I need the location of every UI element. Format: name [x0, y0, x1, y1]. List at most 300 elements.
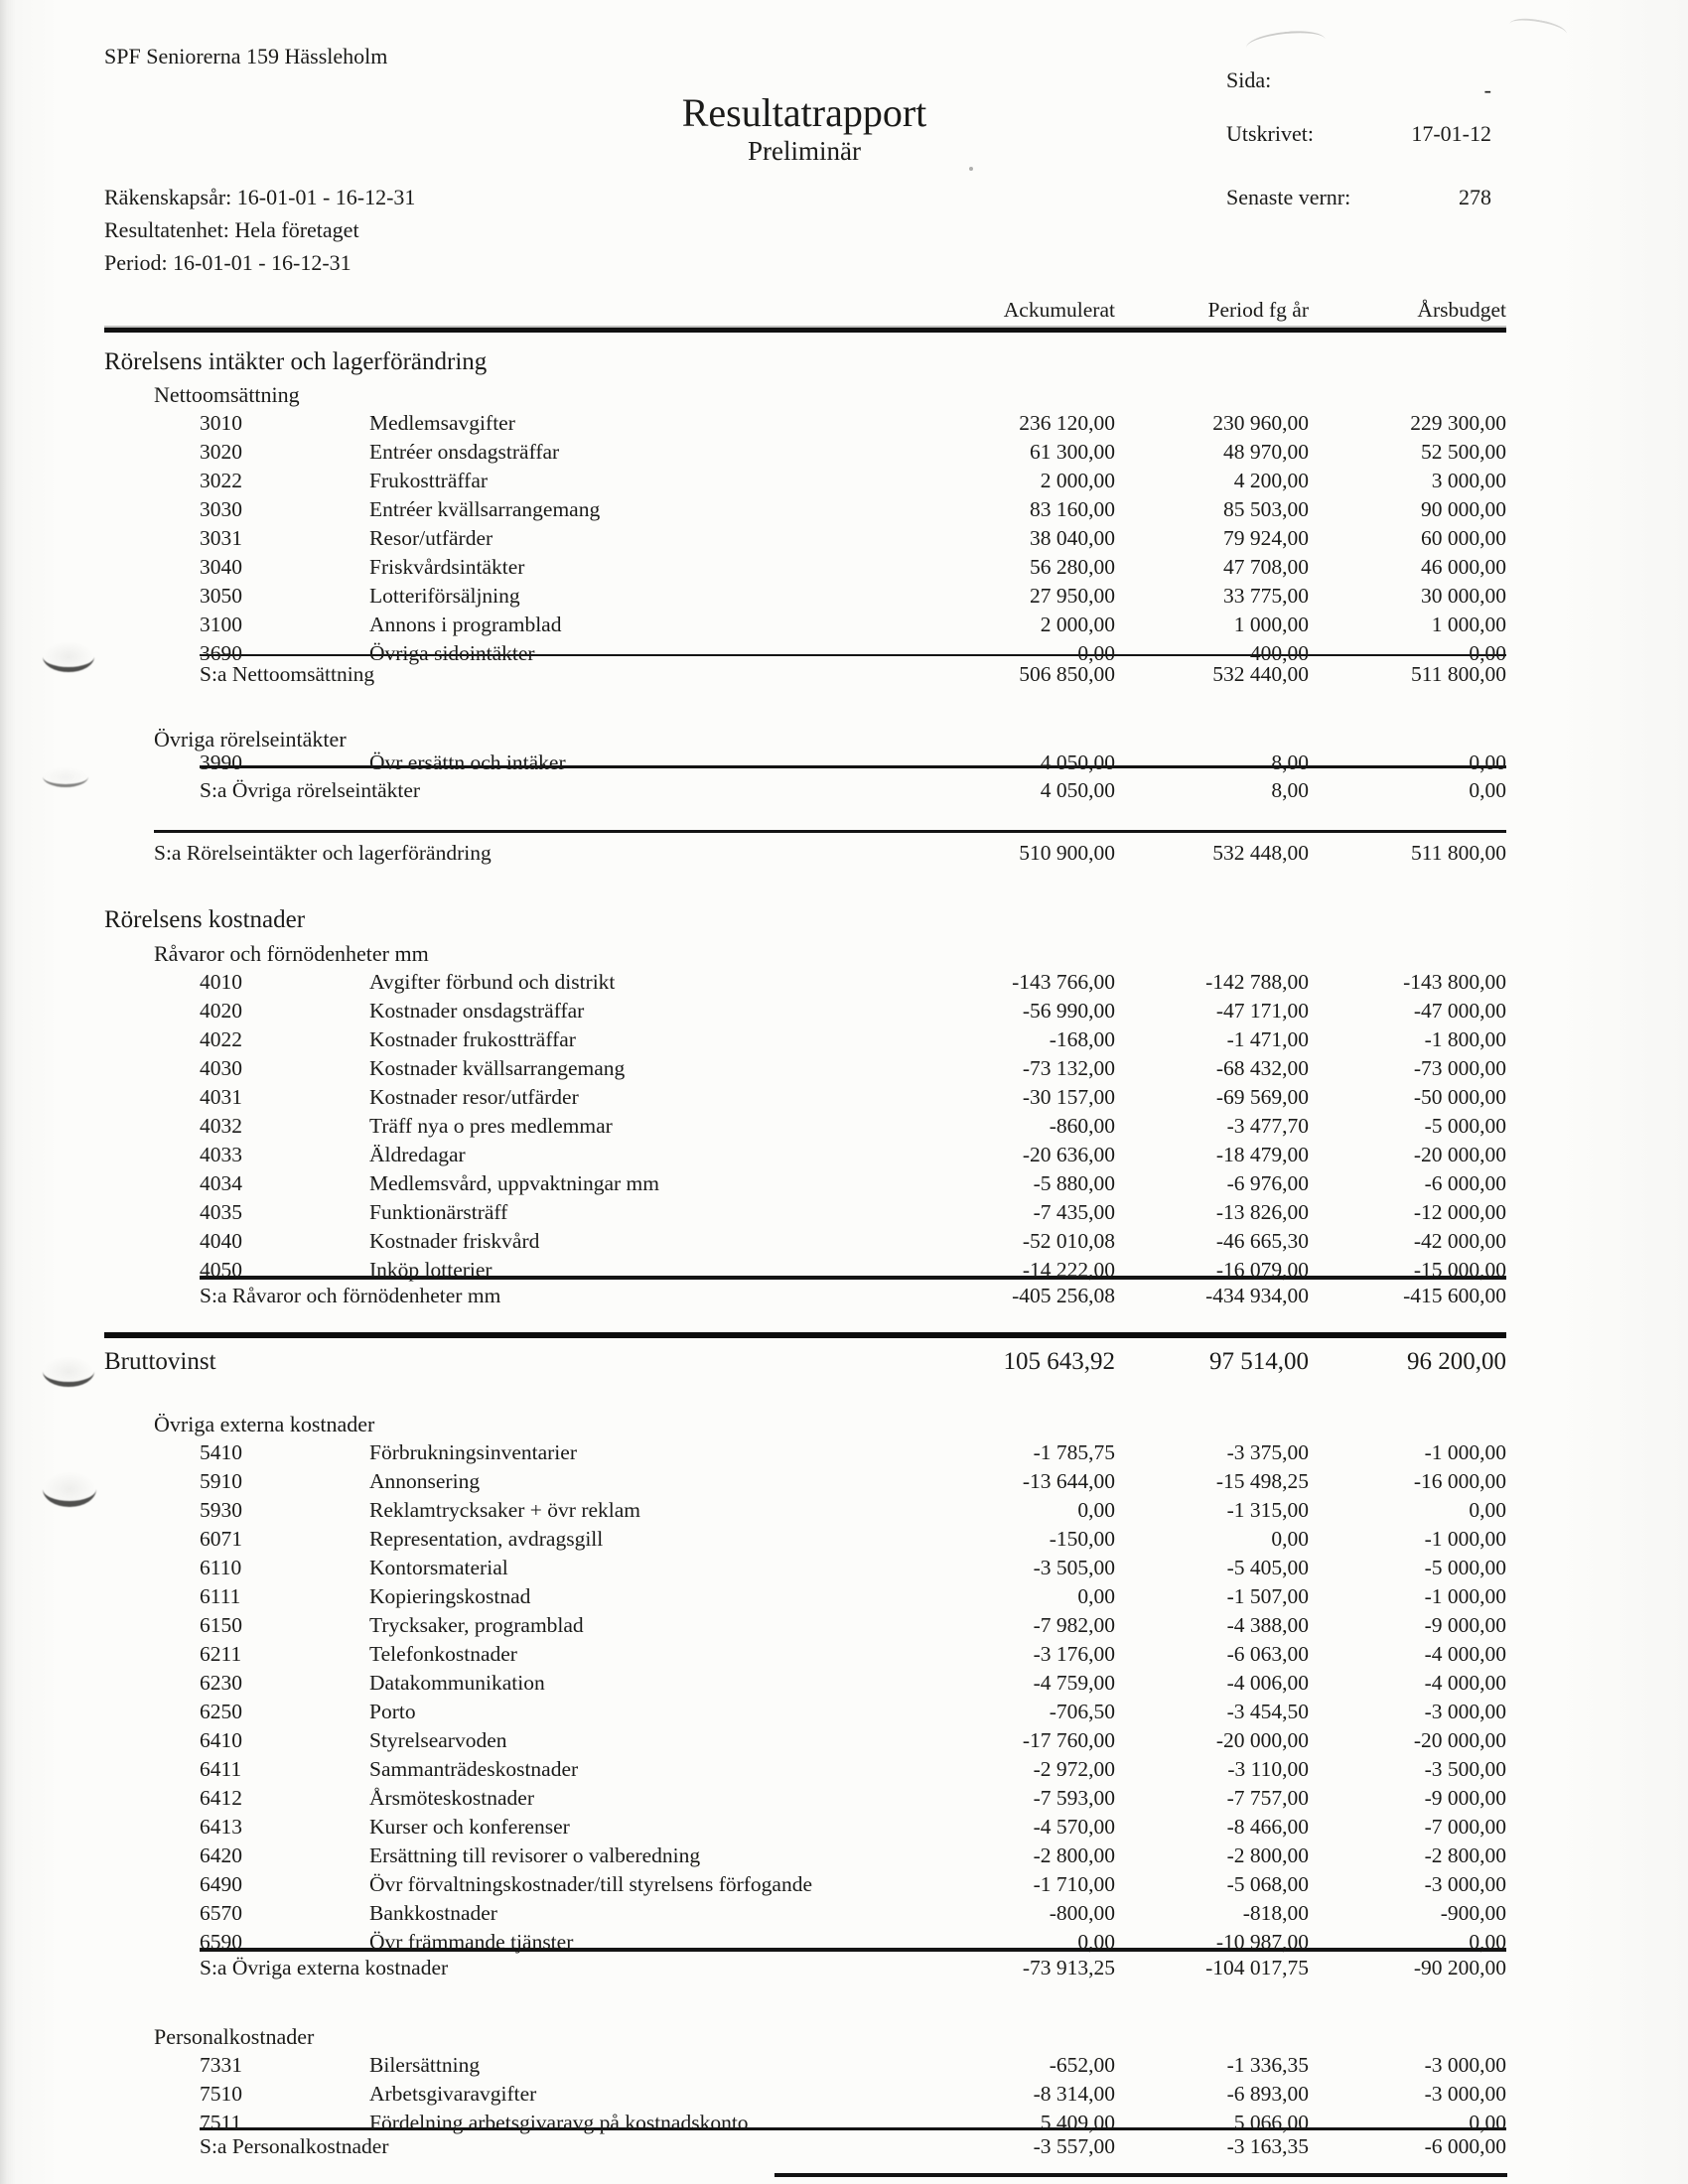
account-label: Övr förvaltningskostnader/till styrelsens förfogande [369, 1872, 813, 1896]
printed-date-value: 17-01-12 [1411, 121, 1491, 146]
account-code: 6111 [200, 1584, 241, 1608]
account-row [104, 1083, 1506, 1112]
scan-speck [969, 167, 973, 171]
pen-mark [1508, 15, 1568, 43]
value-arsbudget: 0,00 [1469, 2111, 1506, 2134]
value-ackumulerat: -143 766,00 [1012, 970, 1115, 994]
value-ackumulerat: -1 710,00 [1033, 1872, 1115, 1896]
account-label: Inköp lotterier [369, 1258, 492, 1282]
value-arsbudget: -90 200,00 [1413, 1956, 1506, 1979]
account-label: Kostnader resor/utfärder [369, 1085, 579, 1109]
subtotal-row [104, 1954, 1506, 1982]
value-period-fg-ar: -3 110,00 [1227, 1757, 1309, 1781]
value-period-fg-ar: 532 440,00 [1212, 662, 1309, 686]
account-code: 4020 [200, 999, 242, 1023]
value-period-fg-ar: -1 315,00 [1226, 1498, 1309, 1522]
account-label: Medlemsavgifter [369, 411, 515, 435]
value-ackumulerat: 38 040,00 [1030, 526, 1115, 550]
value-period-fg-ar: -47 171,00 [1215, 999, 1309, 1023]
account-row [104, 611, 1506, 639]
value-arsbudget: -3 000,00 [1424, 2082, 1506, 2106]
account-code: 3100 [200, 613, 242, 636]
value-arsbudget: -7 000,00 [1424, 1815, 1506, 1839]
value-arsbudget: -3 500,00 [1424, 1757, 1506, 1781]
account-row [104, 1784, 1506, 1813]
account-label: Frukostträffar [369, 469, 489, 492]
account-row [104, 1525, 1506, 1554]
page-number-label: Sida: [1226, 68, 1272, 92]
account-row [104, 1438, 1506, 1467]
value-ackumulerat: 0,00 [1077, 641, 1115, 665]
spacer [104, 1982, 1506, 2022]
account-label: Fördelning arbetsgivaravg på kostnadskonto [369, 2111, 749, 2134]
value-arsbudget: -3 000,00 [1424, 1872, 1506, 1896]
value-ackumulerat: -3 557,00 [1033, 2134, 1115, 2158]
account-row [104, 1467, 1506, 1496]
account-code: 4050 [200, 1258, 242, 1282]
account-label: Annonsering [369, 1469, 481, 1493]
value-ackumulerat: -56 990,00 [1022, 999, 1115, 1023]
value-ackumulerat: 5 409,00 [1040, 2111, 1115, 2134]
value-period-fg-ar: -434 934,00 [1205, 1284, 1309, 1307]
account-code: 4040 [200, 1229, 242, 1253]
value-period-fg-ar: -18 479,00 [1215, 1143, 1309, 1166]
last-voucher-value: 278 [1459, 185, 1491, 209]
page-number-value: - [1483, 77, 1491, 102]
value-ackumulerat: 105 643,92 [1003, 1348, 1115, 1375]
result-unit: Resultatenhet: Hela företaget [104, 217, 359, 242]
divider-rule [104, 1332, 1506, 1338]
subsection-heading [104, 939, 1506, 968]
value-period-fg-ar: 230 960,00 [1212, 411, 1309, 435]
value-period-fg-ar: 4 200,00 [1233, 469, 1309, 492]
value-ackumulerat: -14 222,00 [1022, 1258, 1115, 1282]
value-period-fg-ar: -15 498,25 [1215, 1469, 1309, 1493]
account-row [104, 997, 1506, 1025]
subtotal-row [104, 660, 1506, 689]
account-label: Entréer kvällsarrangemang [369, 497, 601, 521]
value-period-fg-ar: -104 017,75 [1205, 1956, 1309, 1979]
value-period-fg-ar: 79 924,00 [1223, 526, 1309, 550]
account-row [104, 1112, 1506, 1141]
value-period-fg-ar: -3 375,00 [1226, 1440, 1309, 1464]
value-period-fg-ar: -20 000,00 [1215, 1728, 1309, 1752]
subtotal-label: S:a Övriga externa kostnader [200, 1956, 449, 1979]
value-arsbudget: -900,00 [1440, 1901, 1506, 1925]
value-arsbudget: 511 800,00 [1411, 841, 1506, 865]
value-ackumulerat: -3 505,00 [1033, 1556, 1115, 1579]
account-code: 6230 [200, 1671, 242, 1695]
value-ackumulerat: -8 314,00 [1033, 2082, 1115, 2106]
fiscal-year: Räkenskapsår: 16-01-01 - 16-12-31 [104, 185, 416, 209]
account-code: 7510 [200, 2082, 242, 2106]
account-label: Styrelsearvoden [369, 1728, 507, 1752]
subsection-label: Övriga rörelseintäkter [154, 727, 347, 751]
value-ackumulerat: -73 913,25 [1022, 1956, 1115, 1979]
value-period-fg-ar: 47 708,00 [1223, 555, 1309, 579]
account-row [104, 1169, 1506, 1198]
value-ackumulerat: -20 636,00 [1022, 1143, 1115, 1166]
account-row [104, 524, 1506, 553]
header-rule [104, 328, 1506, 333]
subtotal-row [104, 1282, 1506, 1310]
subsection-label: Personalkostnader [154, 2024, 315, 2049]
value-ackumulerat: -4 570,00 [1033, 1815, 1115, 1839]
report-meta [104, 181, 415, 279]
account-code: 6211 [200, 1642, 242, 1666]
value-arsbudget: 229 300,00 [1410, 411, 1506, 435]
value-ackumulerat: 0,00 [1077, 1584, 1115, 1608]
account-row [104, 409, 1506, 438]
value-period-fg-ar: -8 466,00 [1226, 1815, 1309, 1839]
value-period-fg-ar: -2 800,00 [1226, 1843, 1309, 1867]
value-ackumulerat: -1 785,75 [1033, 1440, 1115, 1464]
total-row [104, 839, 1506, 868]
printed-date-label: Utskrivet: [1226, 121, 1314, 146]
account-label: Friskvårdsintäkter [369, 555, 525, 579]
account-label: Representation, avdragsgill [369, 1527, 604, 1551]
subsection-label: Råvaror och förnödenheter mm [154, 941, 429, 966]
value-ackumulerat: 0,00 [1077, 1930, 1115, 1954]
value-ackumulerat: 2 000,00 [1040, 613, 1115, 636]
value-arsbudget: 0,00 [1469, 751, 1506, 774]
account-code: 4030 [200, 1056, 242, 1080]
account-label: Sammanträdeskostnader [369, 1757, 579, 1781]
value-arsbudget: -6 000,00 [1424, 1171, 1506, 1195]
subsection-heading [104, 380, 1506, 409]
last-voucher-label: Senaste vernr: [1226, 185, 1351, 209]
value-arsbudget: -5 000,00 [1424, 1114, 1506, 1138]
account-code: 3010 [200, 411, 242, 435]
account-code: 3031 [200, 526, 242, 550]
account-label: Resor/utfärder [369, 526, 493, 550]
value-period-fg-ar: -68 432,00 [1215, 1056, 1309, 1080]
account-code: 6420 [200, 1843, 242, 1867]
value-period-fg-ar: -1 336,35 [1226, 2053, 1309, 2077]
value-ackumulerat: -13 644,00 [1022, 1469, 1115, 1493]
value-period-fg-ar: -5 405,00 [1226, 1556, 1309, 1579]
account-code: 6413 [200, 1815, 242, 1839]
account-code: 4022 [200, 1027, 242, 1051]
value-ackumulerat: 4 050,00 [1040, 778, 1115, 802]
value-arsbudget: -20 000,00 [1413, 1143, 1506, 1166]
value-arsbudget: 0,00 [1469, 1498, 1506, 1522]
value-arsbudget: -4 000,00 [1424, 1642, 1506, 1666]
total-label: S:a Rörelseintäkter och lagerförändring [154, 841, 492, 865]
account-row [104, 553, 1506, 582]
value-arsbudget: 90 000,00 [1421, 497, 1506, 521]
value-period-fg-ar: -1 507,00 [1226, 1584, 1309, 1608]
subsection-heading [104, 1410, 1506, 1438]
value-ackumulerat: 27 950,00 [1030, 584, 1115, 608]
value-ackumulerat: -4 759,00 [1033, 1671, 1115, 1695]
value-period-fg-ar: 8,00 [1271, 778, 1309, 802]
value-arsbudget: 46 000,00 [1421, 555, 1506, 579]
value-arsbudget: -6 000,00 [1424, 2134, 1506, 2158]
account-label: Årsmöteskostnader [369, 1786, 534, 1810]
account-code: 3990 [200, 751, 242, 774]
subtotal-label: S:a Råvaror och förnödenheter mm [200, 1284, 501, 1307]
account-row [104, 1870, 1506, 1899]
value-period-fg-ar: -3 163,35 [1226, 2134, 1309, 2158]
value-arsbudget: -9 000,00 [1424, 1613, 1506, 1637]
punch-hole-mark [43, 1471, 96, 1507]
value-ackumulerat: -706,50 [1049, 1700, 1115, 1723]
account-row [104, 968, 1506, 997]
account-label: Kostnader friskvård [369, 1229, 540, 1253]
account-row [104, 1554, 1506, 1582]
account-row [104, 1726, 1506, 1755]
value-arsbudget: 60 000,00 [1421, 526, 1506, 550]
value-arsbudget: 0,00 [1469, 1930, 1506, 1954]
account-label: Träff nya o pres medlemmar [369, 1114, 613, 1138]
value-ackumulerat: -2 800,00 [1033, 1843, 1115, 1867]
account-row [104, 1611, 1506, 1640]
column-headers [104, 296, 1506, 324]
value-period-fg-ar: -3 454,50 [1226, 1700, 1309, 1723]
grand-label: Bruttovinst [104, 1348, 216, 1375]
account-row [104, 582, 1506, 611]
column-header-ackumulerat: Ackumulerat [1003, 298, 1115, 322]
account-row [104, 1813, 1506, 1842]
value-arsbudget: -16 000,00 [1413, 1469, 1506, 1493]
value-arsbudget: -1 000,00 [1424, 1440, 1506, 1464]
value-period-fg-ar: 532 448,00 [1212, 841, 1309, 865]
value-arsbudget: -415 600,00 [1403, 1284, 1506, 1307]
account-row [104, 1698, 1506, 1726]
value-period-fg-ar: 5 066,00 [1233, 2111, 1309, 2134]
account-code: 4010 [200, 970, 242, 994]
value-period-fg-ar: -818,00 [1242, 1901, 1309, 1925]
account-label: Kostnader kvällsarrangemang [369, 1056, 626, 1080]
account-label: Ersättning till revisorer o valberedning [369, 1843, 701, 1867]
account-code: 6071 [200, 1527, 242, 1551]
account-code: 4035 [200, 1200, 242, 1224]
account-row [104, 749, 1506, 777]
account-label: Bilersättning [369, 2053, 481, 2077]
account-label: Trycksaker, programblad [369, 1613, 584, 1637]
account-row [104, 1025, 1506, 1054]
value-period-fg-ar: 0,00 [1271, 1527, 1309, 1551]
value-arsbudget: -50 000,00 [1413, 1085, 1506, 1109]
account-label: Medlemsvård, uppvaktningar mm [369, 1171, 659, 1195]
account-code: 5410 [200, 1440, 242, 1464]
account-label: Kostnader frukostträffar [369, 1027, 576, 1051]
value-period-fg-ar: 97 514,00 [1209, 1348, 1309, 1375]
value-period-fg-ar: -4 006,00 [1226, 1671, 1309, 1695]
account-label: Äldredagar [369, 1143, 466, 1166]
account-label: Övr främmande tjänster [369, 1930, 574, 1954]
account-code: 4032 [200, 1114, 242, 1138]
account-label: Funktionärsträff [369, 1200, 508, 1224]
column-header-period-fg-ar: Period fg år [1207, 298, 1309, 322]
account-code: 6490 [200, 1872, 242, 1896]
account-label: Övr ersättn och intäker [369, 751, 566, 774]
value-arsbudget: 511 800,00 [1411, 662, 1506, 686]
account-row [104, 1755, 1506, 1784]
value-period-fg-ar: -46 665,30 [1215, 1229, 1309, 1253]
subtotal-row [104, 2132, 1506, 2161]
value-ackumulerat: -860,00 [1049, 1114, 1115, 1138]
value-period-fg-ar: -142 788,00 [1205, 970, 1309, 994]
account-row [104, 1054, 1506, 1083]
bottom-rule-fragment [774, 2173, 1507, 2177]
value-period-fg-ar: -5 068,00 [1226, 1872, 1309, 1896]
account-row [104, 1227, 1506, 1256]
account-label: Förbrukningsinventarier [369, 1440, 577, 1464]
subtotal-row [104, 776, 1506, 805]
account-label: Kontorsmaterial [369, 1556, 508, 1579]
value-period-fg-ar: -6 893,00 [1226, 2082, 1309, 2106]
value-arsbudget: 30 000,00 [1421, 584, 1506, 608]
account-label: Kopieringskostnad [369, 1584, 531, 1608]
value-period-fg-ar: 33 775,00 [1223, 584, 1309, 608]
value-arsbudget: -42 000,00 [1413, 1229, 1506, 1253]
account-code: 7511 [200, 2111, 242, 2134]
value-arsbudget: -4 000,00 [1424, 1671, 1506, 1695]
value-ackumulerat: -2 972,00 [1033, 1757, 1115, 1781]
account-code: 4034 [200, 1171, 242, 1195]
account-code: 3040 [200, 555, 242, 579]
value-arsbudget: 52 500,00 [1421, 440, 1506, 464]
account-label: Annons i programblad [369, 613, 562, 636]
value-ackumulerat: -30 157,00 [1022, 1085, 1115, 1109]
value-period-fg-ar: -10 987,00 [1215, 1930, 1309, 1954]
account-code: 6412 [200, 1786, 242, 1810]
report-rows [104, 341, 1506, 2161]
account-label: Reklamtrycksaker + övr reklam [369, 1498, 641, 1522]
punch-hole-mark [43, 766, 88, 787]
value-ackumulerat: -73 132,00 [1022, 1056, 1115, 1080]
account-row [104, 495, 1506, 524]
section-heading [104, 347, 1506, 377]
value-ackumulerat: -800,00 [1049, 1901, 1115, 1925]
value-period-fg-ar: -6 063,00 [1226, 1642, 1309, 1666]
value-ackumulerat: 0,00 [1077, 1498, 1115, 1522]
value-arsbudget: 0,00 [1469, 641, 1506, 665]
value-period-fg-ar: -3 477,70 [1226, 1114, 1309, 1138]
value-ackumulerat: -168,00 [1049, 1027, 1115, 1051]
spacer [104, 1378, 1506, 1410]
account-label: Övriga sidointäkter [369, 641, 535, 665]
value-ackumulerat: 4 050,00 [1040, 751, 1115, 774]
section-label: Rörelsens kostnader [104, 906, 306, 933]
account-label: Arbetsgivaravgifter [369, 2082, 537, 2106]
account-label: Porto [369, 1700, 416, 1723]
divider-rule [154, 830, 1506, 833]
value-ackumulerat: 506 850,00 [1019, 662, 1115, 686]
value-ackumulerat: -7 435,00 [1033, 1200, 1115, 1224]
value-arsbudget: -1 000,00 [1424, 1584, 1506, 1608]
account-code: 6570 [200, 1901, 242, 1925]
punch-hole-mark [43, 1356, 94, 1387]
value-ackumulerat: 56 280,00 [1030, 555, 1115, 579]
account-label: Kostnader onsdagsträffar [369, 999, 585, 1023]
value-arsbudget: -15 000,00 [1413, 1258, 1506, 1282]
value-arsbudget: 3 000,00 [1431, 469, 1506, 492]
section-label: Rörelsens intäkter och lagerförändring [104, 348, 488, 375]
value-period-fg-ar: -7 757,00 [1226, 1786, 1309, 1810]
value-ackumulerat: 510 900,00 [1019, 841, 1115, 865]
account-label: Datakommunikation [369, 1671, 545, 1695]
value-period-fg-ar: 1 000,00 [1233, 613, 1309, 636]
value-arsbudget: -1 800,00 [1424, 1027, 1506, 1051]
value-period-fg-ar: 400,00 [1249, 641, 1309, 665]
account-row [104, 2051, 1506, 2080]
account-row [104, 1669, 1506, 1698]
account-row [104, 1141, 1506, 1169]
account-label: Avgifter förbund och distrikt [369, 970, 616, 994]
account-code: 6411 [200, 1757, 242, 1781]
value-arsbudget: -3 000,00 [1424, 1700, 1506, 1723]
value-ackumulerat: -405 256,08 [1012, 1284, 1115, 1307]
value-period-fg-ar: 85 503,00 [1223, 497, 1309, 521]
subsection-heading [104, 2022, 1506, 2051]
value-arsbudget: -47 000,00 [1413, 999, 1506, 1023]
value-arsbudget: -73 000,00 [1413, 1056, 1506, 1080]
value-period-fg-ar: -16 079,00 [1215, 1258, 1309, 1282]
account-code: 3022 [200, 469, 242, 492]
org-name: SPF Seniorerna 159 Hässleholm [104, 44, 388, 68]
account-code: 3020 [200, 440, 242, 464]
value-ackumulerat: -150,00 [1049, 1527, 1115, 1551]
column-header-arsbudget: Årsbudget [1417, 298, 1506, 322]
value-ackumulerat: 61 300,00 [1030, 440, 1115, 464]
value-arsbudget: -20 000,00 [1413, 1728, 1506, 1752]
account-code: 6110 [200, 1556, 242, 1579]
account-code: 6410 [200, 1728, 242, 1752]
account-code: 3690 [200, 641, 242, 665]
subtotal-label: S:a Personalkostnader [200, 2134, 389, 2158]
value-period-fg-ar: -6 976,00 [1226, 1171, 1309, 1195]
value-ackumulerat: -17 760,00 [1022, 1728, 1115, 1752]
value-ackumulerat: -7 982,00 [1033, 1613, 1115, 1637]
subtotal-label: S:a Nettoomsättning [200, 662, 375, 686]
account-code: 7331 [200, 2053, 242, 2077]
subsection-label: Övriga externa kostnader [154, 1412, 375, 1436]
account-row [104, 2080, 1506, 2109]
account-label: Kurser och konferenser [369, 1815, 570, 1839]
value-arsbudget: -1 000,00 [1424, 1527, 1506, 1551]
value-ackumulerat: -5 880,00 [1033, 1171, 1115, 1195]
account-code: 6150 [200, 1613, 242, 1637]
value-arsbudget: 96 200,00 [1407, 1348, 1506, 1375]
value-arsbudget: 1 000,00 [1431, 613, 1506, 636]
account-row [104, 1899, 1506, 1928]
value-ackumulerat: -52 010,08 [1022, 1229, 1115, 1253]
account-row [104, 438, 1506, 467]
title-block [556, 91, 1053, 167]
account-code: 3030 [200, 497, 242, 521]
section-heading [104, 905, 1506, 935]
value-ackumulerat: -3 176,00 [1033, 1642, 1115, 1666]
value-ackumulerat: 2 000,00 [1040, 469, 1115, 492]
value-ackumulerat: 83 160,00 [1030, 497, 1115, 521]
account-row [104, 467, 1506, 495]
value-ackumulerat: 236 120,00 [1019, 411, 1115, 435]
account-code: 5910 [200, 1469, 242, 1493]
account-label: Lotteriförsäljning [369, 584, 520, 608]
grand-total-row [104, 1346, 1506, 1378]
value-arsbudget: -143 800,00 [1403, 970, 1506, 994]
value-period-fg-ar: 48 970,00 [1223, 440, 1309, 464]
subsection-label: Nettoomsättning [154, 382, 300, 407]
account-code: 4031 [200, 1085, 242, 1109]
account-row [104, 1842, 1506, 1870]
account-code: 3050 [200, 584, 242, 608]
value-arsbudget: -3 000,00 [1424, 2053, 1506, 2077]
subtotal-label: S:a Övriga rörelseintäkter [200, 778, 421, 802]
